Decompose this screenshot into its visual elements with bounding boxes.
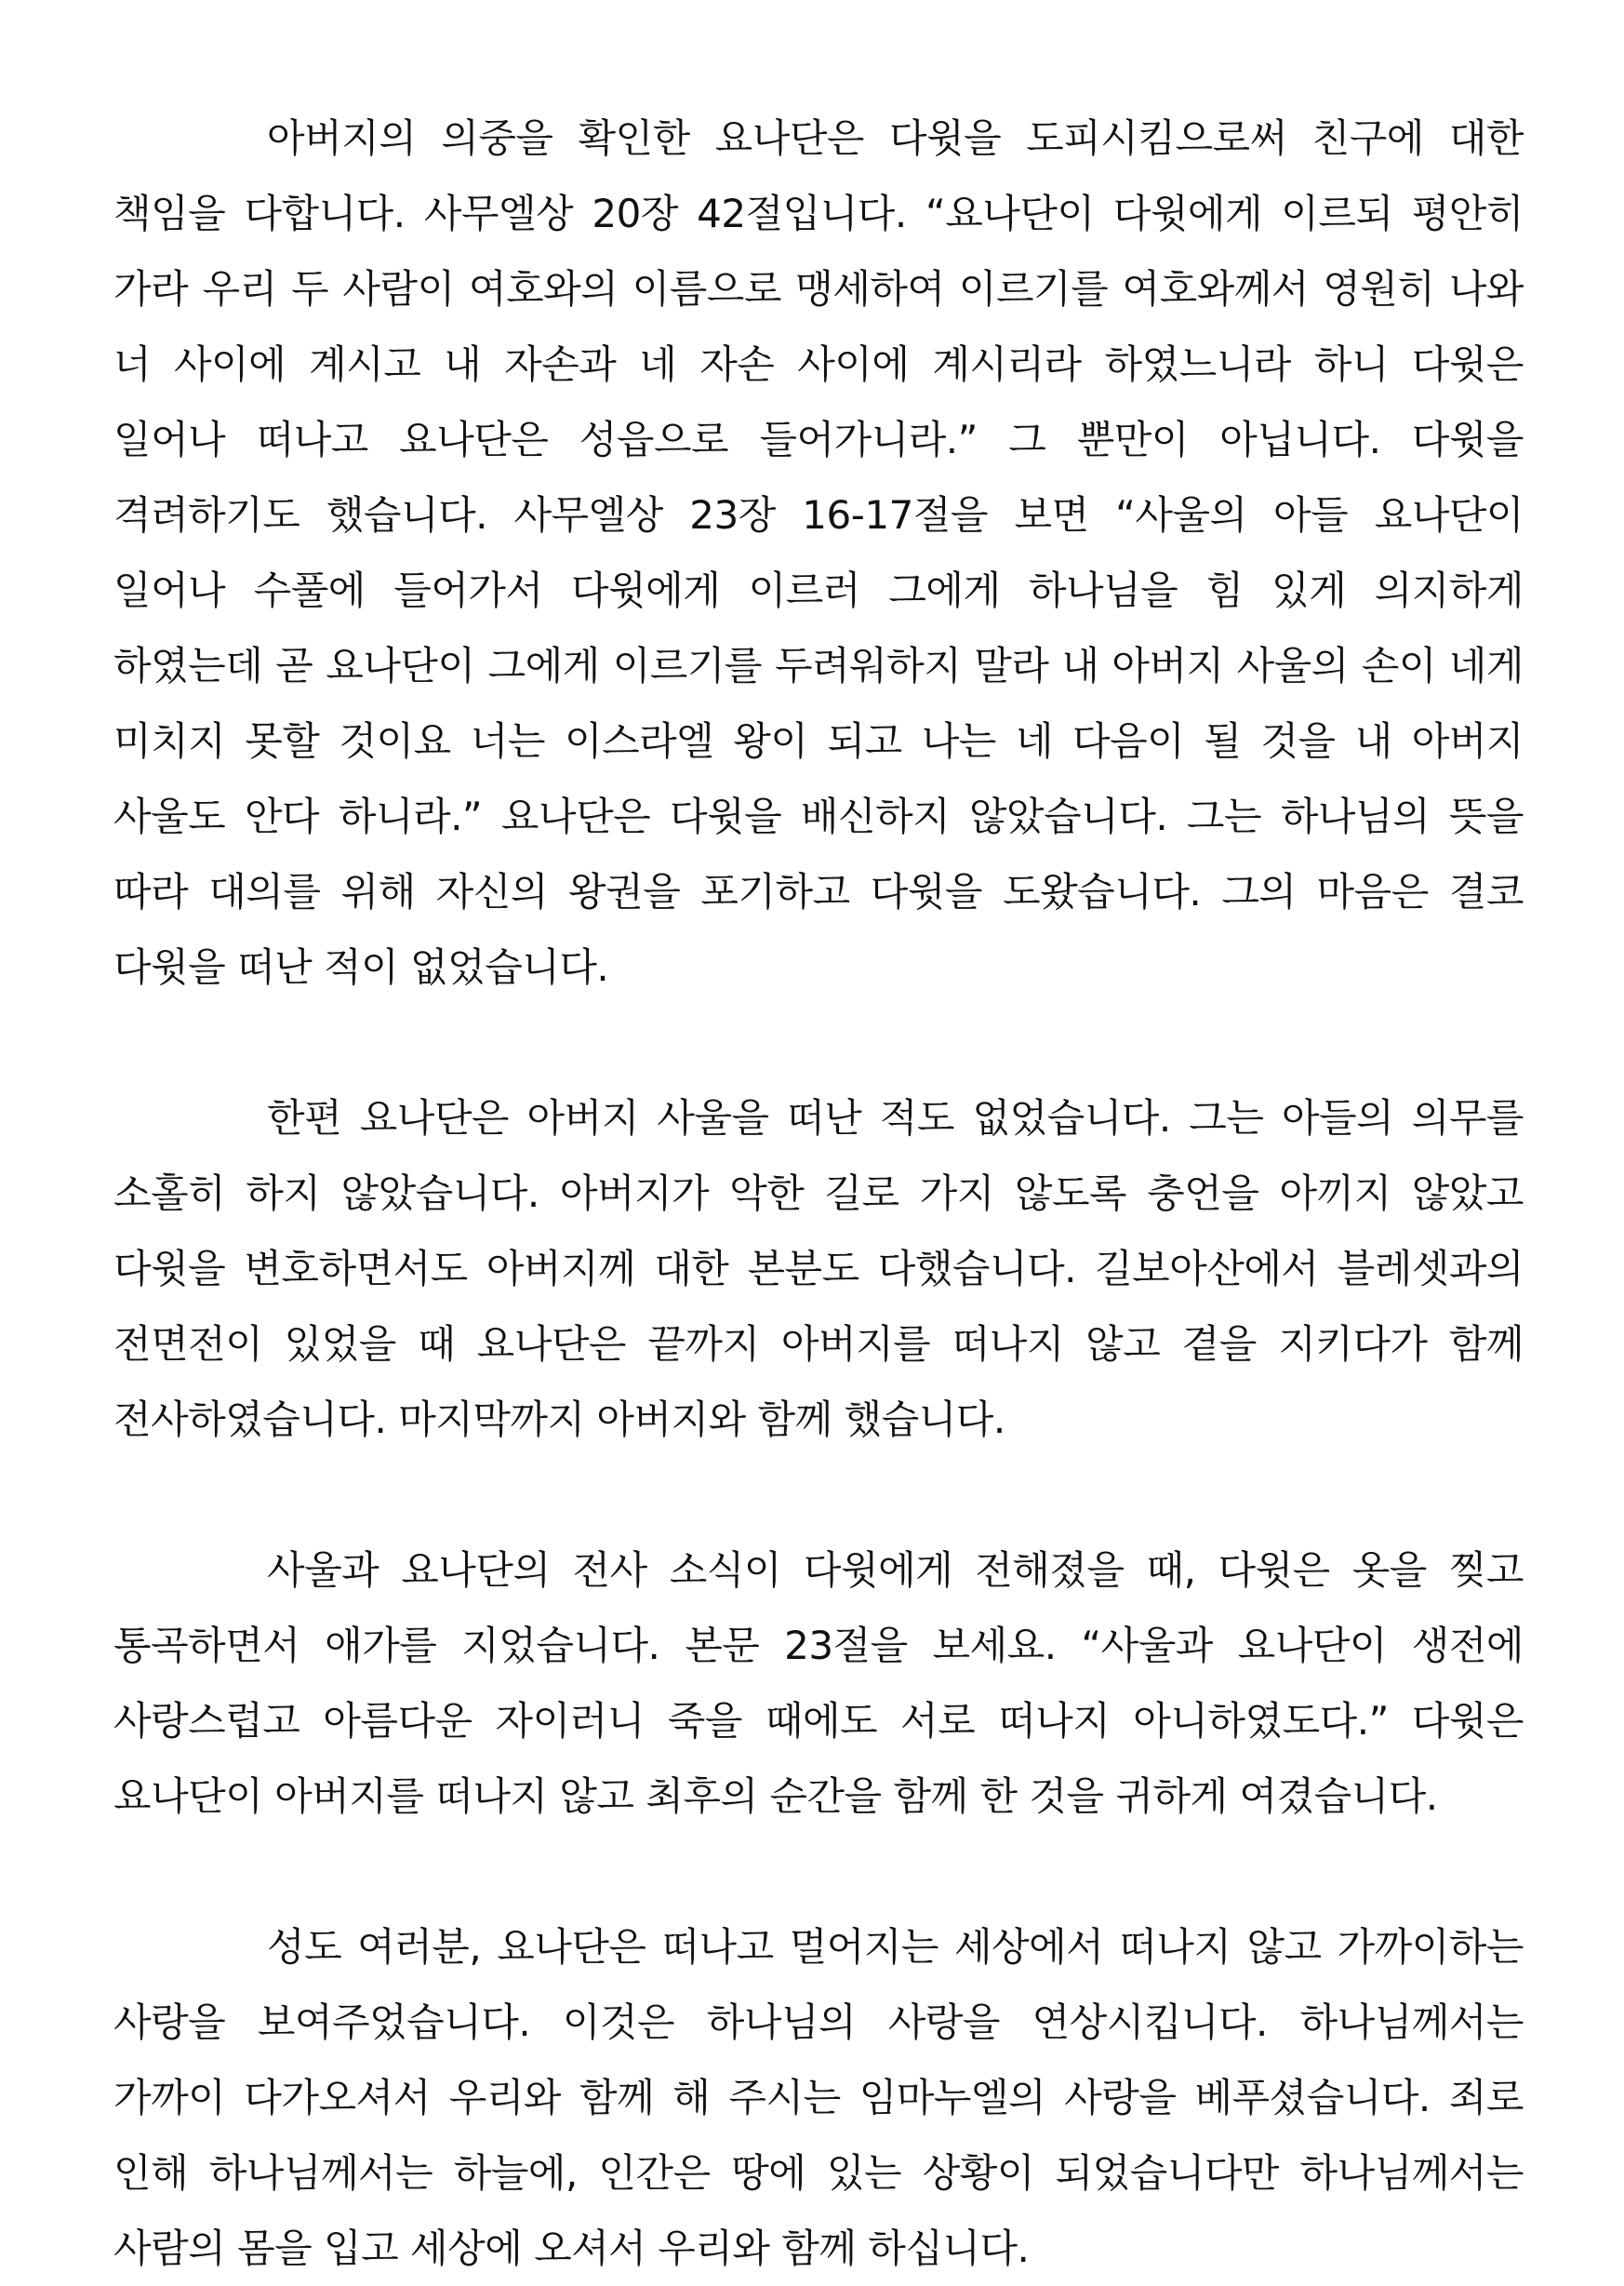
paragraph-1: 아버지의 의중을 확인한 요나단은 다윗을 도피시킴으로써 친구에 대한 책임을 다합니다. 사무엘상 20장 42절입니다. “요나단이 다윗에게 이르되 평안히 가라 우리 두 사람이 여호와의 이름으로 맹세하여 이르기를 여호와께서 영원히 나와 너 사이에 계시고 내 자손과 네 자손 사이에 계시리라 하였느니라 하니 다윗은 일어나 떠나고 요나단은 성읍으로 들어가니라.” 그 뿐만이 아닙니다. 다윗을 격려하기도 했습니다. 사무엘상 23장 16-17절을 보면 “사울의 아들 요나단이 일어나 수풀에 들어가서 다윗에게 이르러 그에게 하나님을 힘 있게 의지하게 하였는데 곧 요나단이 그에게 이르기를 두려워하지 말라 내 아버지 사울의 손이 네게 미치지 못할 것이요 너는 이스라엘 왕이 되고 나는 네 다음이 될 것을 내 아버지 사울도 안다 하니라.” 요나단은 다윗을 배신하지 않았습니다. 그는 하나님의 뜻을 따라 대의를 위해 자신의 왕권을 포기하고 다윗을 도왔습니다. 그의 마음은 결코 다윗을 떠난 적이 없었습니다.: [113, 115, 1524, 990]
paragraph-3: 사울과 요나단의 전사 소식이 다윗에게 전해졌을 때, 다윗은 옷을 찢고 통곡하면서 애가를 지었습니다. 본문 23절을 보세요. “사울과 요나단이 생전에 사랑스럽고 아름다운 자이러니 죽을 때에도 서로 떠나지 아니하였도다.” 다윗은 요나단이 아버지를 떠나지 않고 최후의 순간을 함께 한 것을 귀하게 여겼습니다.: [113, 1547, 1524, 1819]
paragraph-4: 성도 여러분, 요나단은 떠나고 멀어지는 세상에서 떠나지 않고 가까이하는 사랑을 보여주었습니다. 이것은 하나님의 사랑을 연상시킵니다. 하나님께서는 가까이 다가오셔서 우리와 함께 해 주시는 임마누엘의 사랑을 베푸셨습니다. 죄로 인해 하나님께서는 하늘에, 인간은 땅에 있는 상황이 되었습니다만 하나님께서는 사람의 몸을 입고 세상에 오셔서 우리와 함께 하십니다.: [113, 1924, 1524, 2271]
document-body: [113, 100, 1524, 2286]
paragraph-2: 한편 요나단은 아버지 사울을 떠난 적도 없었습니다. 그는 아들의 의무를 소홀히 하지 않았습니다. 아버지가 악한 길로 가지 않도록 충언을 아끼지 않았고 다윗을 변호하면서도 아버지께 대한 본분도 다했습니다. 길보아산에서 블레셋과의 전면전이 있었을 때 요나단은 끝까지 아버지를 떠나지 않고 곁을 지키다가 함께 전사하였습니다. 마지막까지 아버지와 함께 했습니다.: [113, 1095, 1524, 1442]
